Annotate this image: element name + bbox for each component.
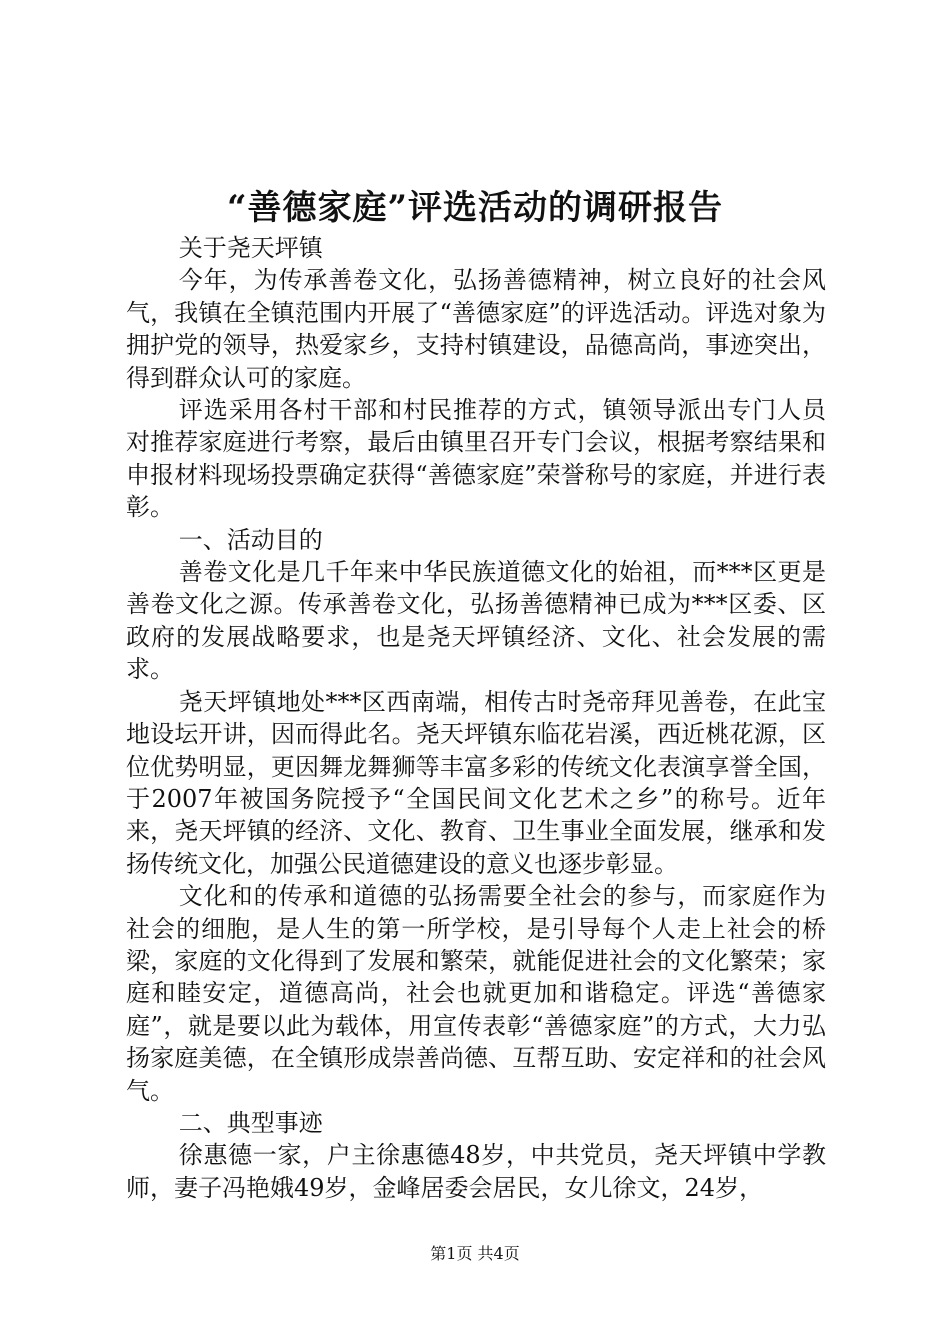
section-heading: 二、典型事迹 <box>178 1108 323 1137</box>
body-paragraph: 善卷文化是几千年来中华民族道德文化的始祖，而***区更是善卷文化之源。传承善卷文化，弘扬善德精神已成为***区委、区政府的发展战略要求，也是尧天坪镇经济、文化、社会发展的需求。 <box>126 558 826 684</box>
body-paragraph: 徐惠德一家，户主徐惠德48岁，中共党员，尧天坪镇中学教师，妻子冯艳娥49岁，金峰居委会居民，女儿徐文，24岁， <box>126 1141 826 1202</box>
section-heading: 一、活动目的 <box>178 525 323 554</box>
body-paragraph: 文化和的传承和道德的弘扬需要全社会的参与，而家庭作为社会的细胞，是人生的第一所学校，是引导每个人走上社会的桥梁，家庭的文化得到了发展和繁荣，就能促进社会的文化繁荣；家庭和睦安定，道德高尚，社会也就更加和谐稳定。评选“善德家庭”，就是要以此为载体，用宣传表彰“善德家庭”的方式，大力弘扬家庭美德，在全镇形成崇善尚德、互帮互助、安定祥和的社会风气。 <box>126 882 826 1105</box>
body-paragraph: 尧天坪镇地处***区西南端，相传古时尧帝拜见善卷，在此宝地设坛开讲，因而得此名。尧天坪镇东临花岩溪，西近桃花源，区位优势明显，更因舞龙舞狮等丰富多彩的传统文化表演享誉全国，于2007年被国务院授予“全国民间文化艺术之乡”的称号。近年来，尧天坪镇的经济、文化、教育、卫生事业全面发展，继承和发扬传统文化，加强公民道德建设的意义也逐步彰显。 <box>126 687 826 878</box>
body-paragraph: 今年，为传承善卷文化，弘扬善德精神，树立良好的社会风气，我镇在全镇范围内开展了“善德家庭”的评选活动。评选对象为拥护党的领导，热爱家乡，支持村镇建设，品德高尚，事迹突出，得到群众认可的家庭。 <box>126 266 826 392</box>
document-body <box>126 232 826 1204</box>
page-number-footer: 第1页 共4页 <box>430 1244 520 1263</box>
document-title: “善德家庭”评选活动的调研报告 <box>226 188 724 228</box>
subtitle-paragraph: 关于尧天坪镇 <box>178 234 323 262</box>
body-paragraph: 评选采用各村干部和村民推荐的方式，镇领导派出专门人员对推荐家庭进行考察，最后由镇里召开专门会议，根据考察结果和申报材料现场投票确定获得“善德家庭”荣誉称号的家庭，并进行表彰。 <box>126 396 826 522</box>
